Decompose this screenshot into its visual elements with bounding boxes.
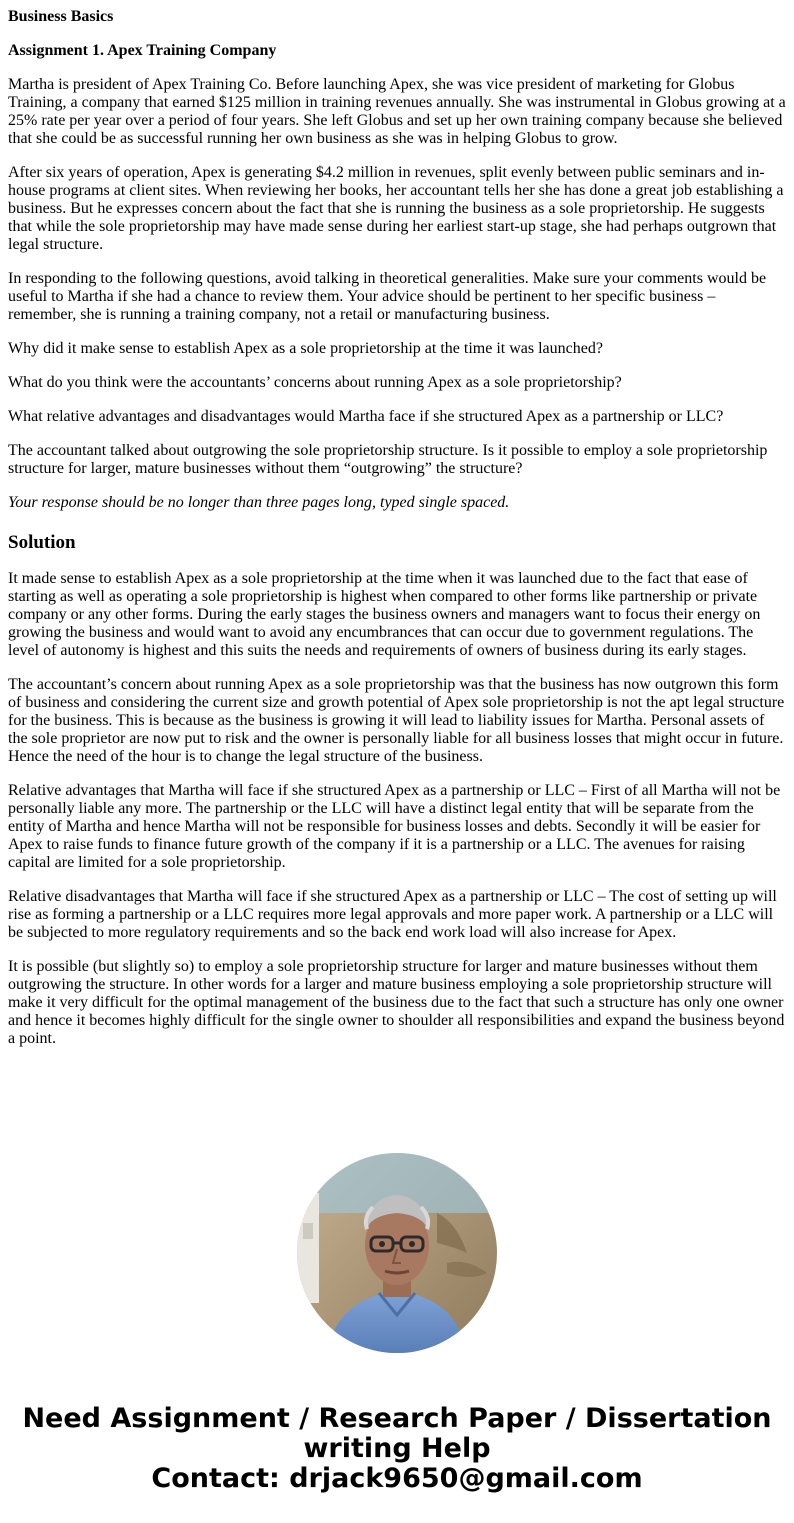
- intro-paragraph: Martha is president of Apex Training Co. Before launching Apex, she was vice president of marketing for Globus Training, a company that earned $125 million in training revenues annually. She was instrumental in Globus growing at a 25% rate per year over a period of four years. She left Globus and set up her own training company because she believed that she could be as successful running her own business as she was in helping Globus to grow.: [8, 76, 786, 147]
- promo-line: Need Assignment / Research Paper / Dissertation: [22, 1403, 772, 1434]
- solution-paragraph: Relative advantages that Martha will face if she structured Apex as a partnership or LLC – First of all Martha will not be personally liable any more. The partnership or the LLC will have a distinct legal entity that will be separate from the entity of Martha and hence Martha will not be responsible for business losses and debts. Secondly it will be easier for Apex to raise funds to finance future growth of the company if it is a partnership or a LLC. The avenues for raising capital are limited for a sole proprietorship.: [8, 782, 781, 871]
- intro-paragraph: In responding to the following questions, avoid talking in theoretical generalities. Make sure your comments would be useful to Martha if she had a chance to review them. Your advice should be pertinent to her specific business – remember, she is running a training company, not a retail or manufacturing business.: [8, 270, 767, 323]
- question: What relative advantages and disadvantages would Martha face if she structured Apex as a partnership or LLC?: [8, 408, 724, 425]
- instruction-note: Your response should be no longer than three pages long, typed single spaced.: [8, 494, 510, 511]
- promo-contact: Contact: drjack9650@gmail.com: [151, 1463, 643, 1494]
- question: What do you think were the accountants’ concerns about running Apex as a sole proprietorship?: [8, 374, 622, 391]
- solution-heading: Solution: [8, 532, 76, 553]
- intro-paragraph: After six years of operation, Apex is generating $4.2 million in revenues, split evenly between public seminars and in-house programs at client sites. When reviewing her books, her accountant tells her she has done a great job establishing a business. But he expresses concern about the fact that she is running the business as a sole proprietorship. He suggests that while the sole proprietorship may have made sense during her earliest start-up stage, she had perhaps outgrown that legal structure.: [8, 164, 784, 253]
- solution-paragraph: It is possible (but slightly so) to employ a sole proprietorship structure for larger and mature businesses without them outgrowing the structure. In other words for a larger and mature business employing a sole proprietorship structure will make it very difficult for the optimal management of the business due to the fact that such a structure has only one owner and hence it becomes highly difficult for the single owner to shoulder all responsibilities and expand the business beyond a point.: [8, 958, 785, 1047]
- promo-banner: [0, 1404, 794, 1494]
- solution-paragraph: Relative disadvantages that Martha will face if she structured Apex as a partnership or LLC – The cost of setting up will rise as forming a partnership or a LLC requires more legal approvals and more paper work. A partnership or a LLC will be subjected to more regulatory requirements and so the back end work load will also increase for Apex.: [8, 888, 777, 941]
- document-title: Business Basics: [8, 8, 114, 25]
- author-photo: [297, 1153, 497, 1353]
- question: Why did it make sense to establish Apex as a sole proprietorship at the time it was launched?: [8, 340, 603, 357]
- solution-paragraph: The accountant’s concern about running Apex as a sole proprietorship was that the business has now outgrown this form of business and considering the current size and growth potential of Apex sole proprietorship is not the apt legal structure for the business. This is because as the business is growing it will lead to liability issues for Martha. Personal assets of the sole proprietor are now put to risk and the owner is personally liable for all business losses that might occur in future. Hence the need of the hour is to change the legal structure of the business.: [8, 676, 785, 765]
- promo-line: writing Help: [303, 1433, 491, 1464]
- document: [8, 0, 786, 1064]
- avatar-portrait-icon: [297, 1153, 497, 1353]
- solution-paragraph: It made sense to establish Apex as a sole proprietorship at the time when it was launched due to the fact that ease of starting as well as operating a sole proprietorship is highest when compared to other forms like partnership or private company or any other forms. During the early stages the business owners and managers want to focus their energy on growing the business and would want to avoid any encumbrances that can occur due to government regulations. The level of autonomy is highest and this suits the needs and requirements of owners of business during its early stages.: [8, 570, 761, 659]
- assignment-heading: Assignment 1. Apex Training Company: [8, 42, 277, 59]
- question: The accountant talked about outgrowing the sole proprietorship structure. Is it possible to employ a sole proprietorship structure for larger, mature businesses without them “outgrowing” the structure?: [8, 442, 768, 477]
